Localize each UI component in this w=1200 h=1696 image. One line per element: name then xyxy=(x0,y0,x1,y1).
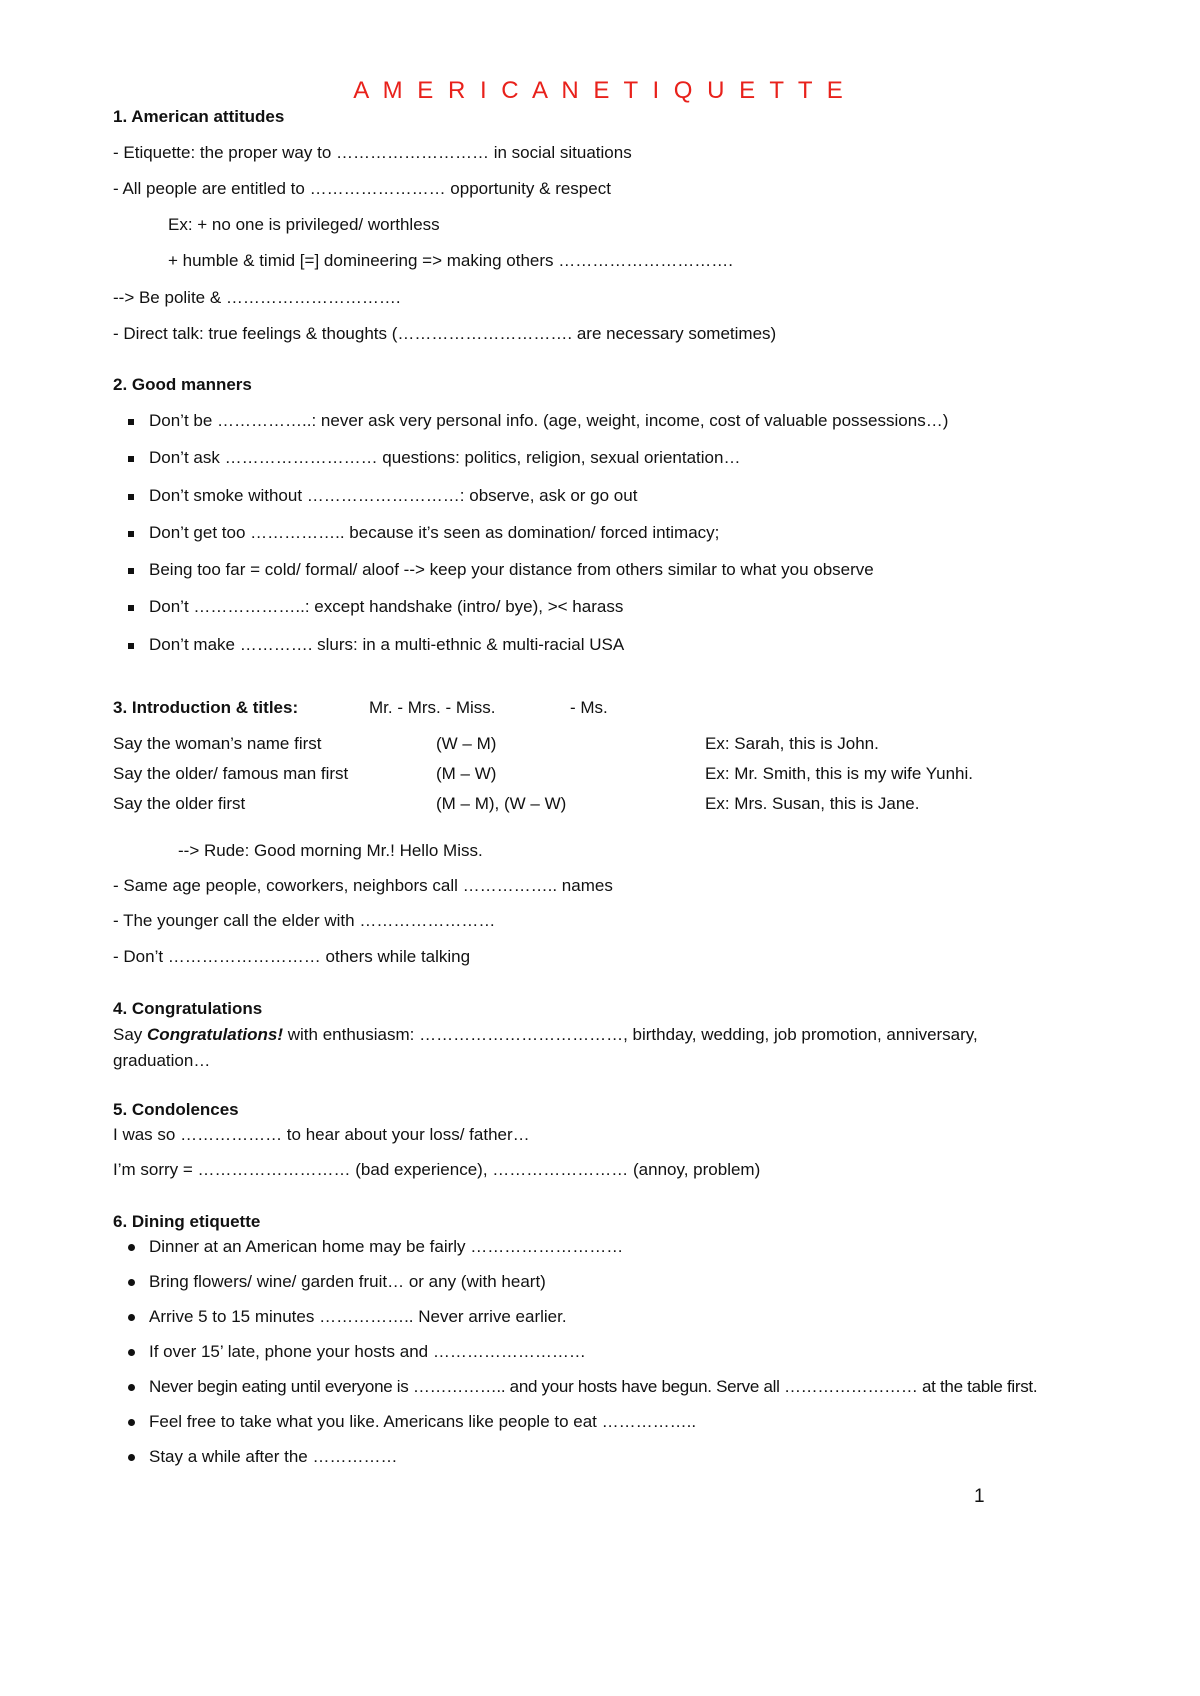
page-number: 1 xyxy=(974,1486,985,1507)
round-bullet-icon xyxy=(128,1454,135,1461)
s5-line-2: I’m sorry = ……………………… (bad experience), …………………… (annoy, problem) xyxy=(113,1160,761,1179)
s3-line-2: - The younger call the elder with …………………… xyxy=(113,911,496,930)
s6-item: Dinner at an American home may be fairly ……………………… xyxy=(149,1236,623,1258)
intro-example: Ex: Mr. Smith, this is my wife Yunhi. xyxy=(705,764,973,783)
s2-item: Don’t make …………. slurs: in a multi-ethnic & multi-racial USA xyxy=(149,634,624,656)
s2-item: Don’t smoke without ………………………: observe, ask or go out xyxy=(149,485,637,507)
section-5-heading: 5. Condolences xyxy=(113,1100,239,1119)
section-6-heading: 6. Dining etiquette xyxy=(113,1212,261,1231)
square-bullet-icon xyxy=(128,419,134,425)
round-bullet-icon xyxy=(128,1384,135,1391)
s6-item: Feel free to take what you like. Americans like people to eat …………….. xyxy=(149,1411,696,1433)
intro-example: Ex: Sarah, this is John. xyxy=(705,734,879,753)
s1-line-5: --> Be polite & …………………………. xyxy=(113,288,401,307)
s1-line-1: - Etiquette: the proper way to ……………………… in social situations xyxy=(113,143,632,162)
s2-item: Don’t ………………..: except handshake (intro/ bye), >< harass xyxy=(149,596,623,618)
intro-rule: Say the woman’s name first xyxy=(113,734,322,753)
intro-rule: Say the older/ famous man first xyxy=(113,764,349,783)
s5-line-1: I was so ……………… to hear about your loss/ father… xyxy=(113,1125,530,1144)
s6-item: Arrive 5 to 15 minutes …………….. Never arrive earlier. xyxy=(149,1306,567,1328)
page-title: A M E R I C A N E T I Q U E T T E xyxy=(353,77,847,104)
round-bullet-icon xyxy=(128,1419,135,1426)
s6-item: Never begin eating until everyone is …………….. and your hosts have begun. Serve all …………………… at the table first. xyxy=(149,1376,1037,1398)
section-3-heading: 3. Introduction & titles: xyxy=(113,698,299,717)
round-bullet-icon xyxy=(128,1279,135,1286)
square-bullet-icon xyxy=(128,605,134,611)
s2-item: Don’t be ……………..: never ask very personal info. (age, weight, income, cost of valuable possessions…) xyxy=(149,410,948,432)
s2-item: Don’t ask ……………………… questions: politics, religion, sexual orientation… xyxy=(149,447,740,469)
s1-line-4: + humble & timid [=] domineering => making others …………………………. xyxy=(168,251,733,270)
round-bullet-icon xyxy=(128,1314,135,1321)
s6-item: If over 15’ late, phone your hosts and ……………………… xyxy=(149,1341,586,1363)
square-bullet-icon xyxy=(128,456,134,462)
round-bullet-icon xyxy=(128,1244,135,1251)
congrats-line: Say Congratulations! with enthusiasm: ………………………………, birthday, wedding, job promotion, anniversary, xyxy=(113,1025,978,1044)
intro-code: (W – M) xyxy=(436,734,497,753)
round-bullet-icon xyxy=(128,1349,135,1356)
s3-line-1: - Same age people, coworkers, neighbors call …………….. names xyxy=(113,876,613,895)
square-bullet-icon xyxy=(128,568,134,574)
rude-example: --> Rude: Good morning Mr.! Hello Miss. xyxy=(178,841,483,860)
intro-code: (M – W) xyxy=(436,764,497,783)
s2-item: Don’t get too …………….. because it’s seen as domination/ forced intimacy; xyxy=(149,522,719,544)
s6-item: Bring flowers/ wine/ garden fruit… or any (with heart) xyxy=(149,1271,546,1293)
s2-item: Being too far = cold/ formal/ aloof --> keep your distance from others similar to what you observe xyxy=(149,559,874,581)
intro-code: (M – M), (W – W) xyxy=(436,794,567,813)
s1-line-2: - All people are entitled to …………………… opportunity & respect xyxy=(113,179,611,198)
intro-example: Ex: Mrs. Susan, this is Jane. xyxy=(705,794,920,813)
square-bullet-icon xyxy=(128,531,134,537)
titles-list-a: Mr. - Mrs. - Miss. xyxy=(369,698,496,717)
square-bullet-icon xyxy=(128,643,134,649)
s3-line-3: - Don’t ……………………… others while talking xyxy=(113,947,471,966)
section-1-heading: 1. American attitudes xyxy=(113,107,285,126)
s1-line-6: - Direct talk: true feelings & thoughts (…………………………. are necessary sometimes) xyxy=(113,324,777,343)
congrats-line-2: graduation… xyxy=(113,1051,211,1070)
intro-rule: Say the older first xyxy=(113,794,246,813)
titles-list-b: - Ms. xyxy=(570,698,608,717)
section-4-heading: 4. Congratulations xyxy=(113,999,263,1018)
s6-item: Stay a while after the …………… xyxy=(149,1446,397,1468)
s1-line-3: Ex: + no one is privileged/ worthless xyxy=(168,215,440,234)
section-2-heading: 2. Good manners xyxy=(113,375,252,394)
square-bullet-icon xyxy=(128,494,134,500)
